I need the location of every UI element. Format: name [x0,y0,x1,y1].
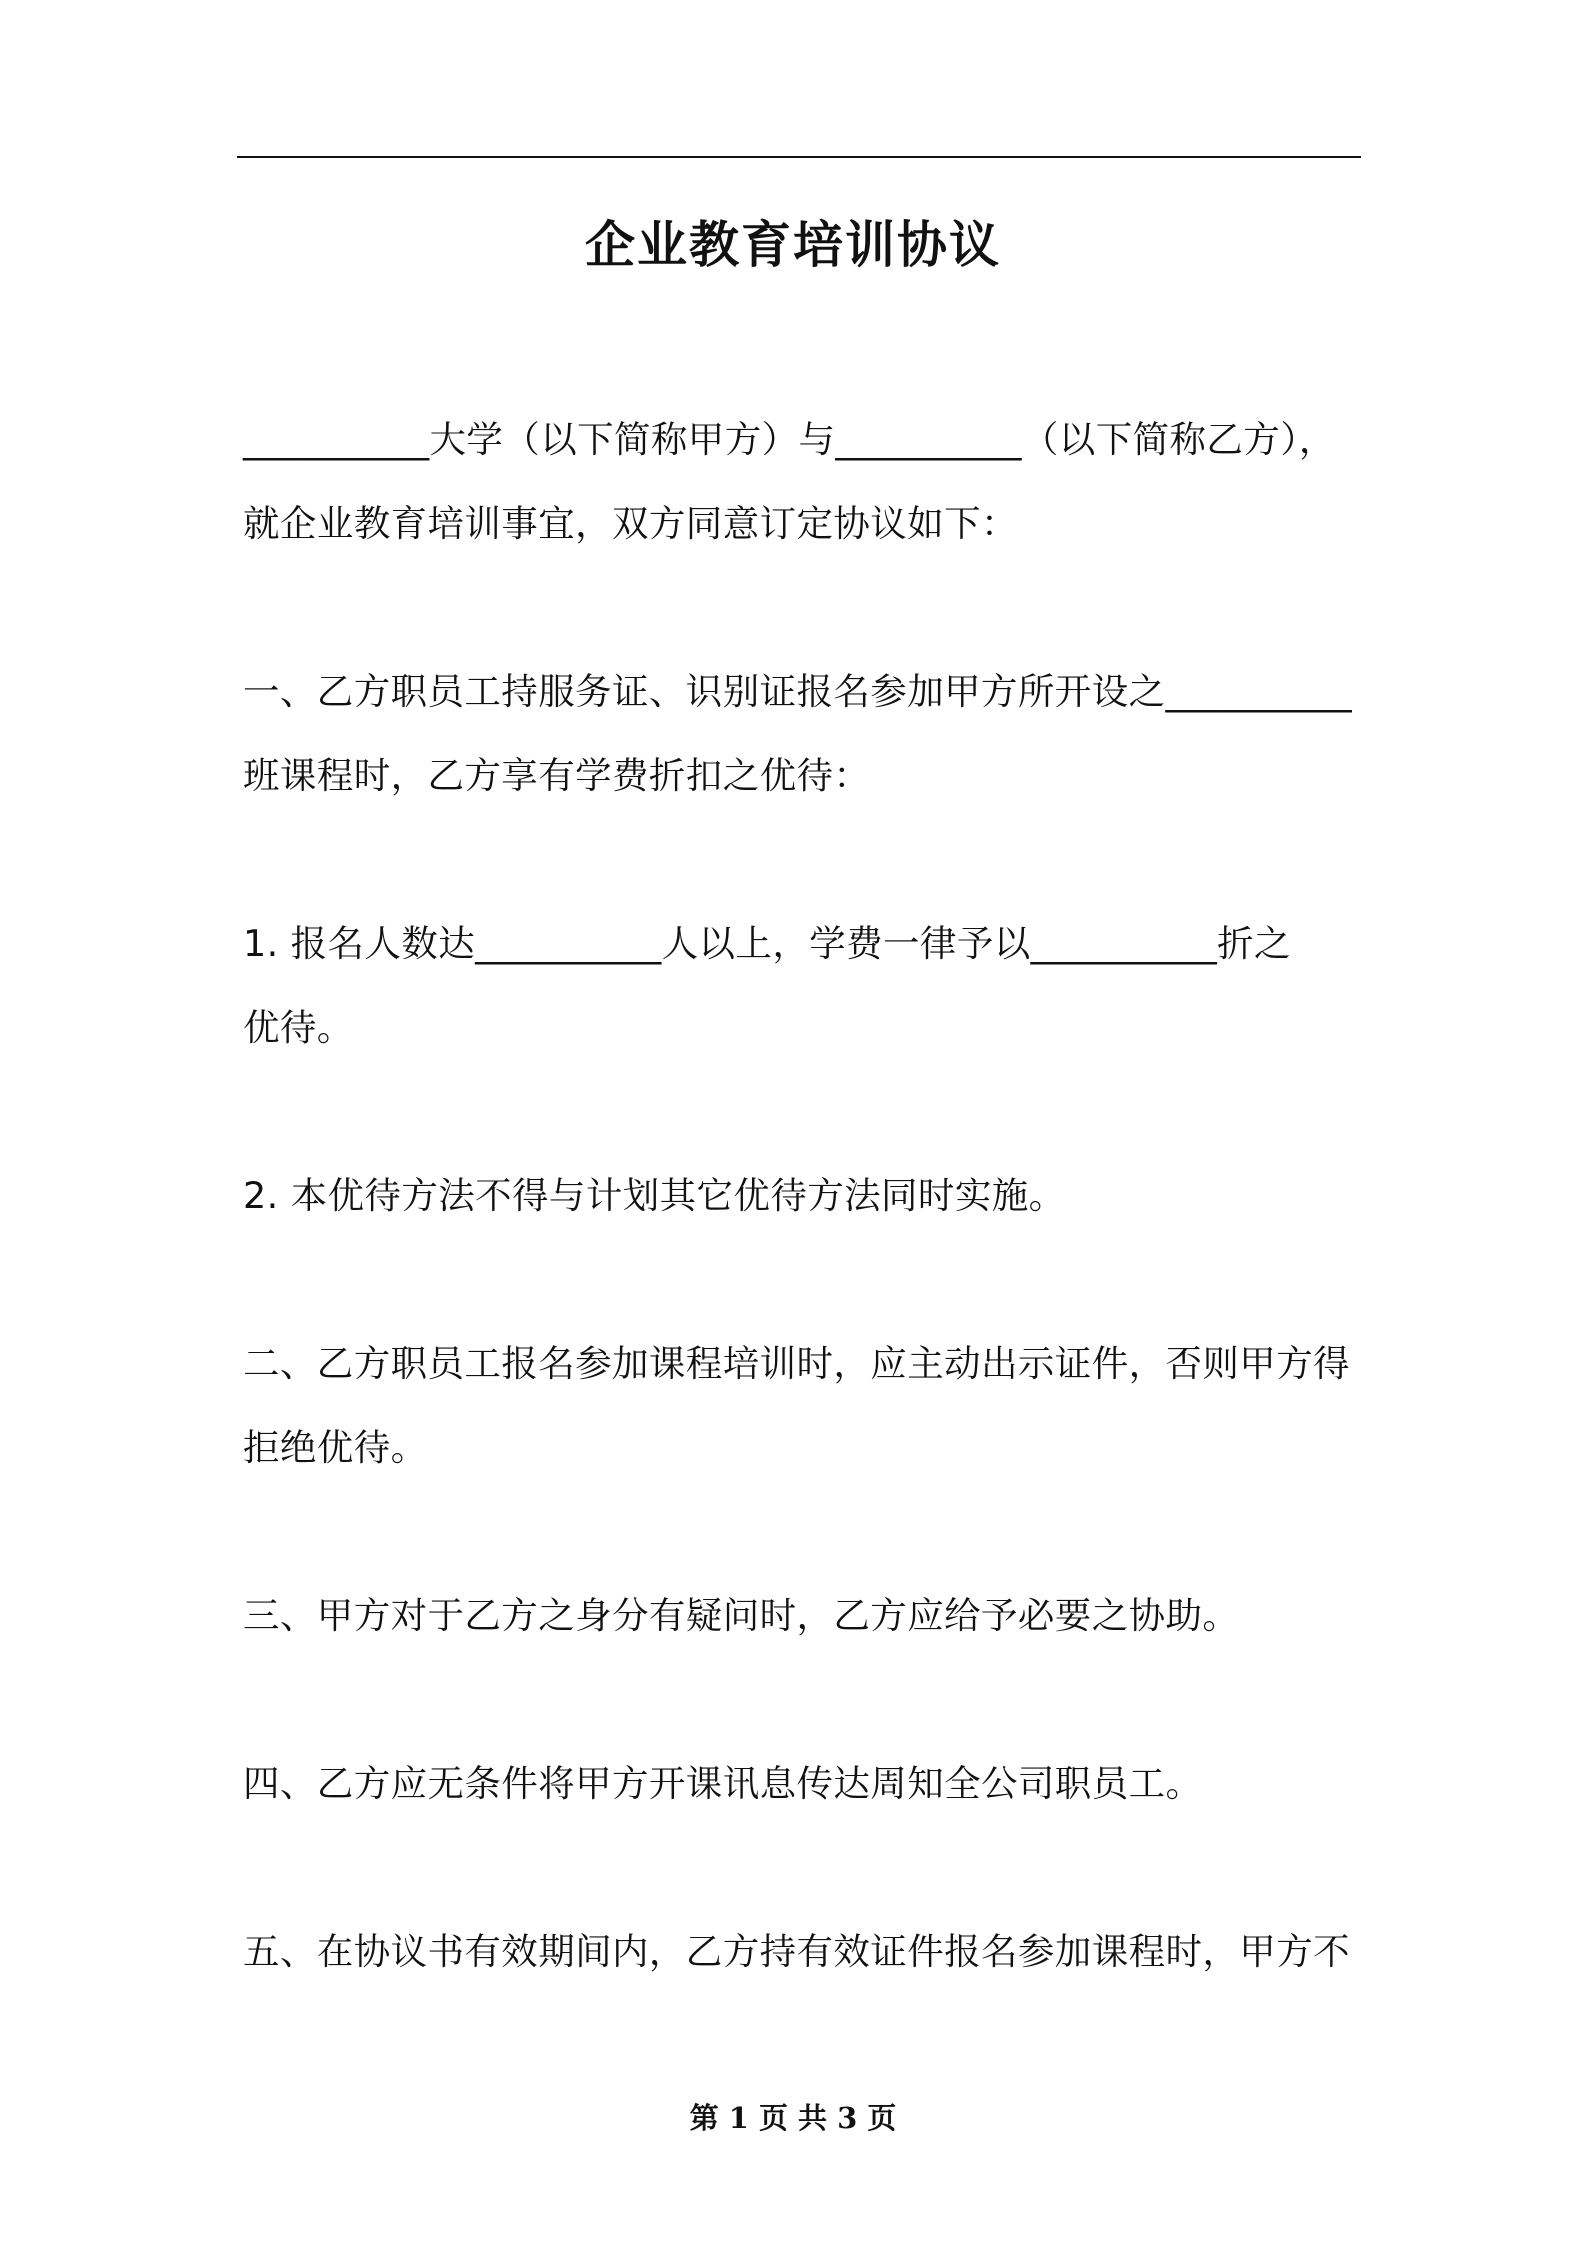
paragraph-clause-2 [243,1322,1363,1490]
paragraph-clause-3 [243,1574,1363,1658]
paragraph-line: 班课程时，乙方享有学费折扣之优待： [243,754,871,797]
paragraph-line: __________大学（以下简称甲方）与__________（以下简称乙方）， [243,418,1336,461]
paragraph-line: 五、在协议书有效期间内，乙方持有效证件报名参加课程时，甲方不 [243,1930,1350,1973]
paragraph-clause-5 [243,1910,1363,1994]
page-number-footer: 第 1 页 共 3 页 [689,2101,897,2135]
paragraph-line: 三、甲方对于乙方之身分有疑问时，乙方应给予必要之协助。 [243,1594,1240,1637]
paragraph-line: 就企业教育培训事宜，双方同意订定协议如下： [243,502,1018,545]
paragraph-line: 拒绝优待。 [243,1426,428,1469]
paragraph-line: 1. 报名人数达__________人以上，学费一律予以__________折之 [243,922,1291,965]
paragraph-line: 四、乙方应无条件将甲方开课讯息传达周知全公司职员工。 [243,1762,1203,1805]
document-title: 企业教育培训协议 [585,216,1001,274]
paragraph-clause-1 [243,650,1363,818]
paragraph-clause-1-item-2 [243,1154,1363,1238]
paragraph-line: 2. 本优待方法不得与计划其它优待方法同时实施。 [243,1174,1066,1217]
paragraph-line: 优待。 [243,1006,354,1049]
paragraph-clause-1-item-1 [243,902,1363,1070]
paragraph-line: 一、乙方职员工持服务证、识别证报名参加甲方所开设之__________ [243,670,1352,713]
paragraph-line: 二、乙方职员工报名参加课程培训时，应主动出示证件，否则甲方得 [243,1342,1350,1385]
header-rule [237,156,1361,158]
paragraph-clause-4 [243,1742,1363,1826]
paragraph-intro [243,398,1363,566]
